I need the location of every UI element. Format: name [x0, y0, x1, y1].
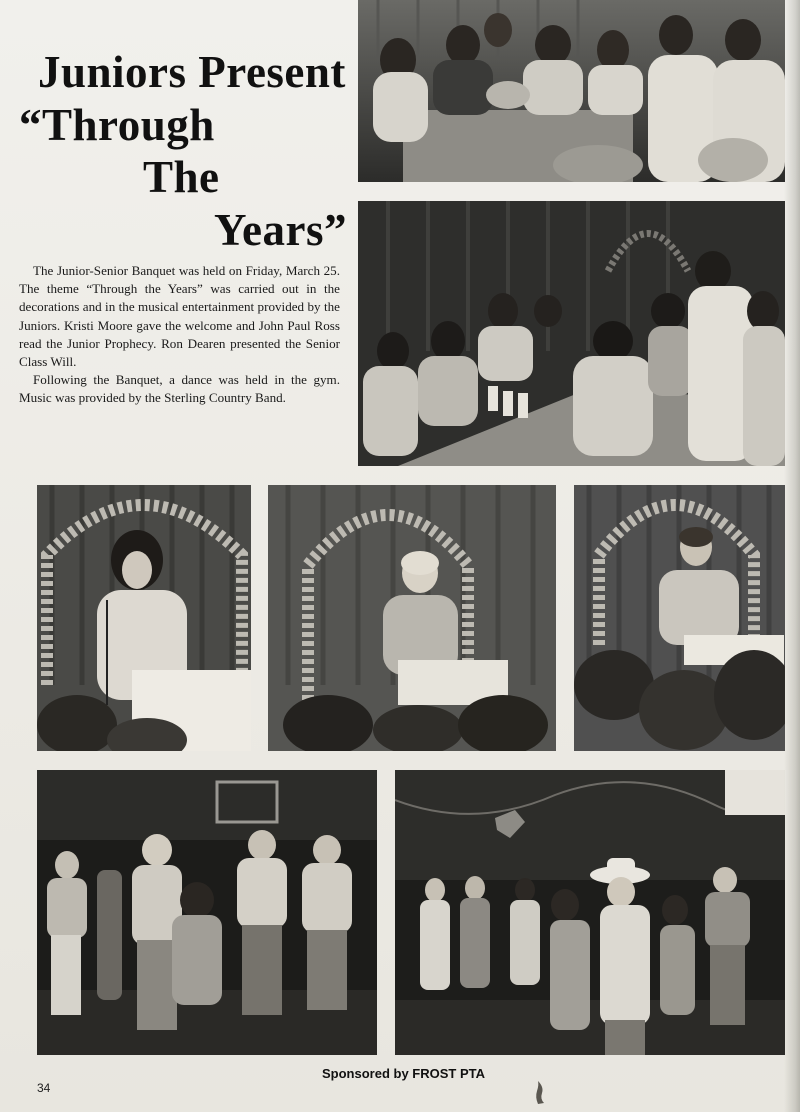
headline-line-4: Years” [214, 205, 347, 255]
photo-gym-dance-left [37, 770, 377, 1055]
photo-head-table-image [358, 0, 785, 182]
page-edge-shadow [784, 0, 800, 1112]
article-paragraph-1: The Junior-Senior Banquet was held on Friday, March 25. The theme “Through the Years” was carried out in the decorations and in the musical entertainment provided by the Juniors. Kristi Moore gave the welcome and John Paul Ross read the Junior Prophecy. Ron Dearen presented the Senior Class Will. [19, 263, 340, 370]
photo-banquet-tables-image [358, 201, 785, 466]
headline-line-1: Juniors Present [38, 47, 346, 97]
photo-banquet-tables [358, 201, 785, 466]
photo-speaker-class-will-image [574, 485, 785, 751]
article-paragraph-2: Following the Banquet, a dance was held in the gym. Music was provided by the Sterling Country Band. [19, 372, 340, 406]
photo-speaker-class-will [574, 485, 785, 751]
sponsor-credit: Sponsored by FROST PTA [322, 1066, 485, 1081]
ink-smudge-mark [534, 1079, 548, 1105]
photo-speaker-welcome-image [37, 485, 251, 751]
photo-gym-dance-right-image [395, 770, 785, 1055]
photo-gym-dance-right [395, 770, 785, 1055]
headline-line-3: The [143, 152, 220, 202]
photo-speaker-prophecy [268, 485, 556, 751]
photo-speaker-welcome [37, 485, 251, 751]
photo-head-table [358, 0, 785, 182]
article-body [19, 262, 340, 408]
page-number: 34 [37, 1081, 51, 1095]
headline-line-2: “Through [19, 100, 215, 150]
photo-gym-dance-left-image [37, 770, 377, 1055]
photo-speaker-prophecy-image [268, 485, 556, 751]
